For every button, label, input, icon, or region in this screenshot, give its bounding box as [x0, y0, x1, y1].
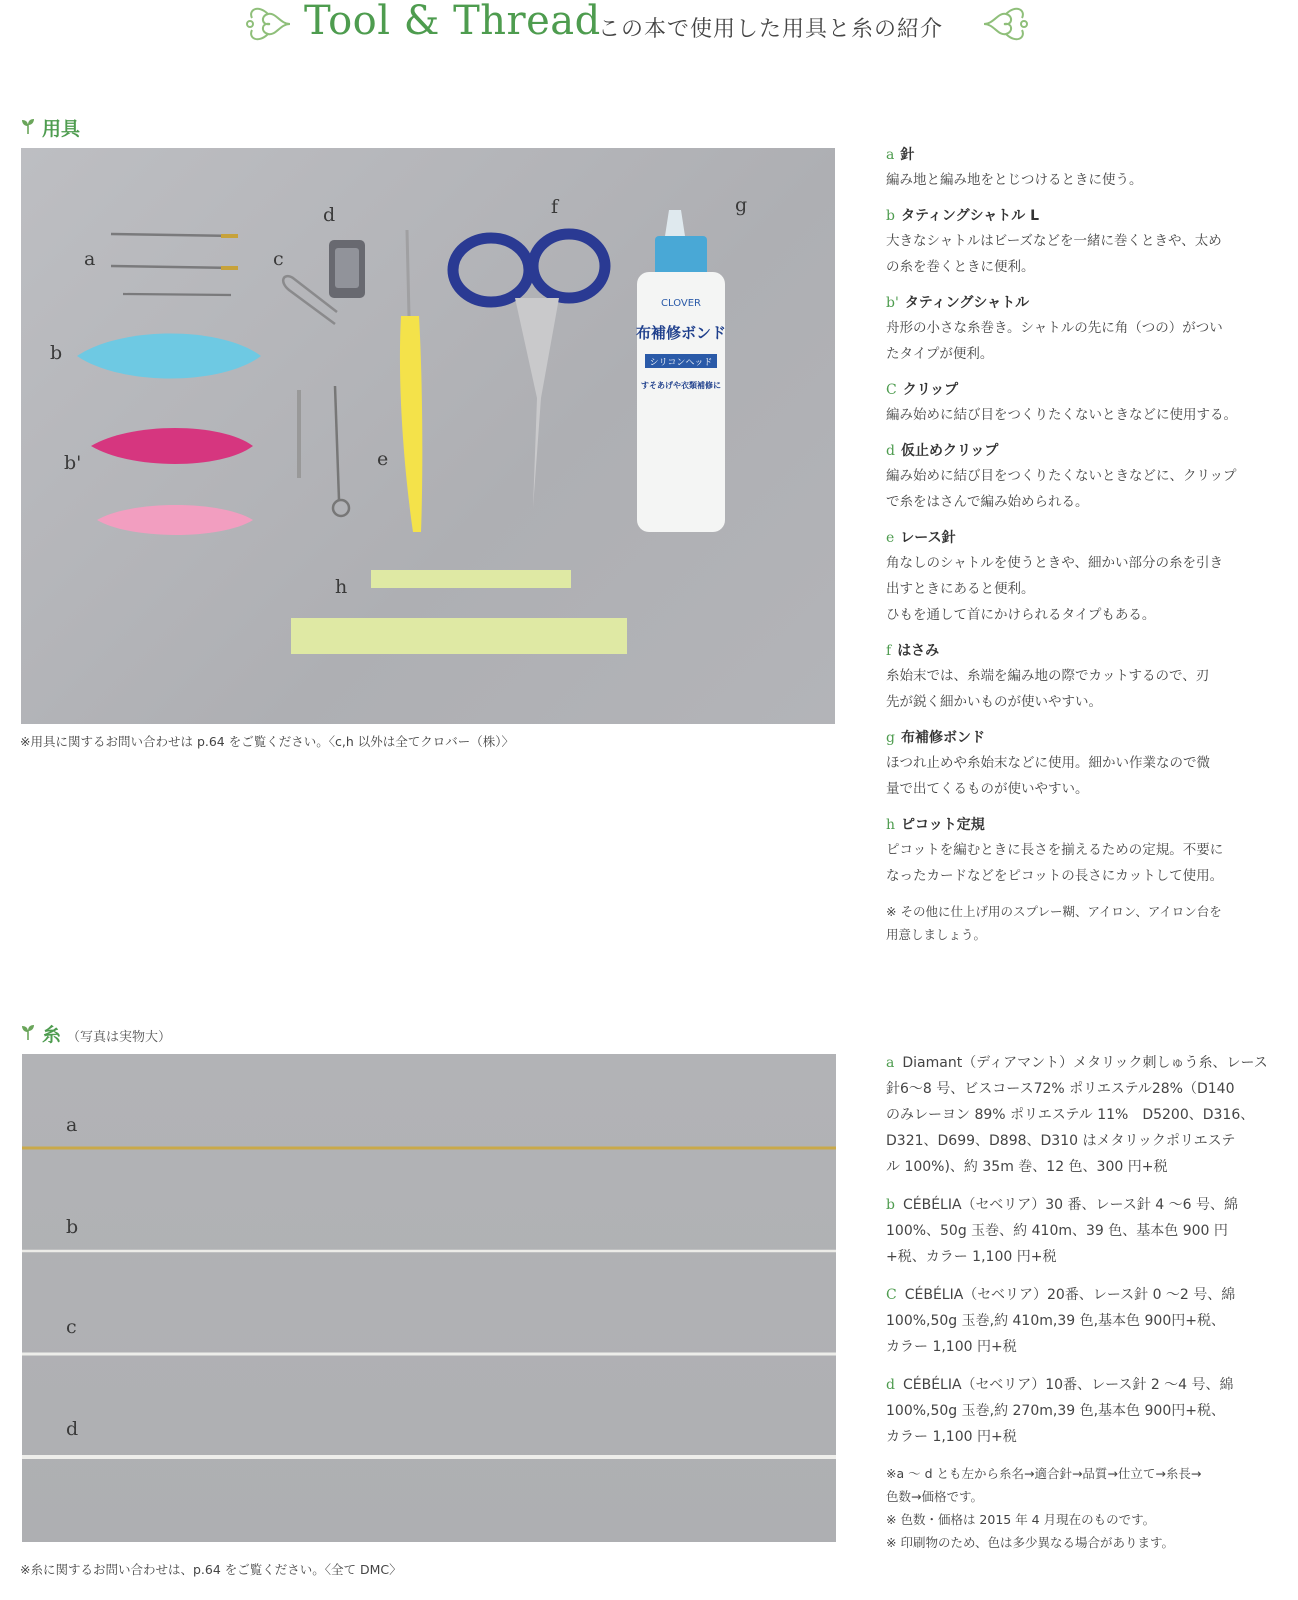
tool-item — [886, 378, 1280, 428]
tool-item — [886, 439, 1280, 515]
photo-label-b-prime: b' — [64, 452, 82, 474]
note-line: 用意しましょう。 — [886, 927, 987, 942]
tool-name: 布補修ボンド — [900, 730, 985, 746]
tool-item — [886, 143, 1280, 193]
tool-desc-line: なったカードなどをピコットの長さにカットして使用。 — [886, 868, 1224, 884]
photo-label-g: g — [735, 194, 748, 216]
thread-letter: a — [886, 1055, 895, 1071]
tool-desc-line: 糸始末では、糸端を編み地の際でカットするので、刃 — [886, 668, 1210, 684]
tool-desc-line: 舟形の小さな糸巻き。シャトルの先に角（つの）がつい — [886, 320, 1223, 336]
paperclip-image — [283, 276, 337, 324]
thread-item — [886, 1050, 1280, 1180]
shuttle-large-image — [77, 334, 261, 379]
photo-label-e: e — [377, 448, 389, 470]
tool-letter: C — [886, 382, 897, 398]
photo-label-a: a — [84, 248, 96, 270]
photo-label-h: h — [335, 576, 348, 598]
picot-ruler-small-image — [371, 570, 571, 588]
photo-label-b: b — [50, 342, 63, 364]
tool-item — [886, 726, 1280, 802]
note-line: ※a ～ d とも左から糸名→適合針→品質→仕立て→糸長→ — [886, 1466, 1202, 1481]
tools-description-list — [886, 143, 1280, 946]
tool-desc-line: 編み始めに結び目をつくりたくないときなどに、クリップ — [886, 468, 1237, 484]
photo-label-d: d — [323, 204, 336, 226]
tool-letter: f — [886, 643, 892, 659]
tool-desc-line: 先が鋭く細かいものが使いやすい。 — [886, 694, 1102, 710]
tool-desc-line: たタイプが便利。 — [886, 346, 994, 362]
tool-desc-line: 大きなシャトルはビーズなどを一緒に巻くときや、太め — [886, 233, 1222, 249]
thread-heading — [20, 1020, 171, 1047]
tool-item — [886, 291, 1280, 367]
page-header — [0, 0, 1298, 60]
thread-line: CÉBÉLIA（セベリア）20番、レース針 0 ～2 号、綿 — [904, 1287, 1236, 1303]
right-ornament-icon — [978, 0, 1034, 48]
thread-line: カラー 1,100 円+税 — [886, 1339, 1017, 1355]
thread-heading-label: 糸 — [42, 1024, 62, 1046]
note-line: ※ その他に仕上げ用のスプレー糊、アイロン、アイロン台を — [886, 904, 1222, 919]
loop-pin-ring — [333, 500, 349, 516]
thread-line: CÉBÉLIA（セベリア）30 番、レース針 4 ～6 号、綿 — [902, 1197, 1238, 1213]
thread-item — [886, 1192, 1280, 1270]
sprout-icon — [20, 1023, 36, 1041]
thread-description-list — [886, 1050, 1280, 1554]
tool-desc-line: 編み始めに結び目をつくりたくないときなどに使用する。 — [886, 407, 1237, 423]
photo-label-f: f — [551, 196, 559, 218]
tool-name: タティングシャトル L — [900, 208, 1040, 224]
page-subtitle: この本で使用した用具と糸の紹介 — [598, 17, 944, 42]
tool-letter: d — [886, 443, 895, 459]
bottle-band: シリコンヘッド — [649, 358, 713, 368]
tool-letter: a — [886, 147, 895, 163]
thread-letter: d — [886, 1377, 895, 1393]
thread-line: Diamant（ディアマント）メタリック刺しゅう糸、レース — [902, 1055, 1268, 1071]
tool-desc-line: 量で出てくるものが使いやすい。 — [886, 781, 1089, 797]
thread-line: のみレーヨン 89% ポリエステル 11% D5200、D316、 — [886, 1107, 1255, 1123]
tool-letter: h — [886, 817, 896, 833]
tool-letter: e — [886, 530, 895, 546]
shuttle-pink-image — [97, 505, 253, 535]
thread-line: 針6～8 号、ビスコース72% ポリエステル28%（D140 — [886, 1081, 1235, 1097]
scissors-image — [453, 234, 605, 508]
tools-extra-note — [886, 900, 1280, 946]
thread-label-c: c — [66, 1316, 77, 1338]
needles-image — [111, 234, 238, 295]
tool-desc-line: 出すときにあると便利。 — [886, 581, 1035, 597]
tool-name: レース針 — [900, 530, 956, 546]
thread-caption: ※糸に関するお問い合わせは、p.64 をご覧ください。〈全て DMC〉 — [20, 1562, 402, 1577]
thread-line: 100%、50g 玉巻、約 410m、39 色、基本色 900 円 — [886, 1223, 1228, 1239]
tool-desc-line: ほつれ止めや糸始末などに使用。細かい作業なので微 — [886, 755, 1210, 771]
left-ornament-icon — [240, 0, 296, 48]
tool-letter: b' — [886, 295, 899, 311]
tool-item — [886, 639, 1280, 715]
bottle-tagline: すそあげや衣類補修に — [641, 381, 721, 390]
tools-heading-label: 用具 — [42, 118, 81, 140]
bottle-brand: CLOVER — [661, 298, 701, 309]
note-line: 色数→価格です。 — [886, 1489, 983, 1504]
shuttle-magenta-image — [91, 428, 253, 464]
thread-line: 100%,50g 玉巻,約 410m,39 色,基本色 900円+税、 — [886, 1313, 1225, 1329]
tools-photo — [21, 148, 835, 724]
tools-caption: ※用具に関するお問い合わせは p.64 をご覧ください。〈c,h 以外は全てクロバー（株）〉 — [20, 734, 514, 749]
tool-desc-line: で糸をはさんで編み始められる。 — [886, 494, 1089, 510]
picot-ruler-large-image — [291, 618, 627, 654]
page-title: Tool & Thread — [304, 0, 601, 44]
tool-letter: b — [886, 208, 895, 224]
tool-item — [886, 813, 1280, 889]
thread-line: D321、D699、D898、D310 はメタリックポリエステ — [886, 1133, 1236, 1149]
photo-label-c: c — [273, 248, 284, 270]
note-line: ※ 印刷物のため、色は多少異なる場合があります。 — [886, 1535, 1174, 1550]
thread-line: カラー 1,100 円+税 — [886, 1429, 1017, 1445]
thread-heading-note: （写真は実物大） — [67, 1030, 172, 1045]
tool-desc-line: の糸を巻くときに便利。 — [886, 259, 1035, 275]
thread-line: CÉBÉLIA（セベリア）10番、レース針 2 ～4 号、綿 — [902, 1377, 1234, 1393]
thread-line: +税、カラー 1,100 円+税 — [886, 1249, 1057, 1265]
thread-line: 100%,50g 玉巻,約 270m,39 色,基本色 900円+税、 — [886, 1403, 1225, 1419]
tool-name: 仮止めクリップ — [900, 443, 999, 459]
crochet-hook-shaft — [407, 230, 409, 316]
thread-line: ル 100%)、約 35m 巻、12 色、300 円+税 — [886, 1159, 1168, 1175]
thread-letter: b — [886, 1197, 895, 1213]
tool-letter: g — [886, 730, 895, 746]
tool-item — [886, 204, 1280, 280]
note-line: ※ 色数・価格は 2015 年 4 月現在のものです。 — [886, 1512, 1156, 1527]
thread-label-b: b — [66, 1216, 79, 1238]
tool-name: タティングシャトル — [904, 295, 1030, 311]
thread-photo — [22, 1054, 836, 1542]
thread-notes — [886, 1462, 1280, 1554]
tool-desc-line: 編み地と編み地をとじつけるときに使う。 — [886, 172, 1143, 188]
tool-desc-line: ひもを通して首にかけられるタイプもある。 — [886, 607, 1156, 623]
tool-name: 針 — [900, 147, 915, 163]
tool-item — [886, 526, 1280, 628]
tool-desc-line: ピコットを編むときに長さを揃えるための定規。不要に — [886, 842, 1224, 858]
thread-item — [886, 1282, 1280, 1360]
tool-desc-line: 角なしのシャトルを使うときや、細かい部分の糸を引き — [886, 555, 1223, 571]
sprout-icon — [20, 117, 36, 135]
thread-label-a: a — [66, 1114, 78, 1136]
tool-name: クリップ — [902, 382, 959, 398]
thread-letter: C — [886, 1287, 897, 1303]
temporary-clip-highlight — [335, 248, 359, 288]
crochet-hook-image — [400, 316, 422, 532]
glue-bottle-image — [636, 210, 726, 532]
tools-heading — [20, 114, 80, 141]
thread-item — [886, 1372, 1280, 1450]
bottle-name: 布補修ボンド — [635, 324, 727, 342]
thread-label-d: d — [66, 1418, 79, 1440]
loop-pin-image — [335, 386, 339, 500]
tool-name: ピコット定規 — [901, 817, 985, 833]
tool-name: はさみ — [897, 643, 940, 659]
